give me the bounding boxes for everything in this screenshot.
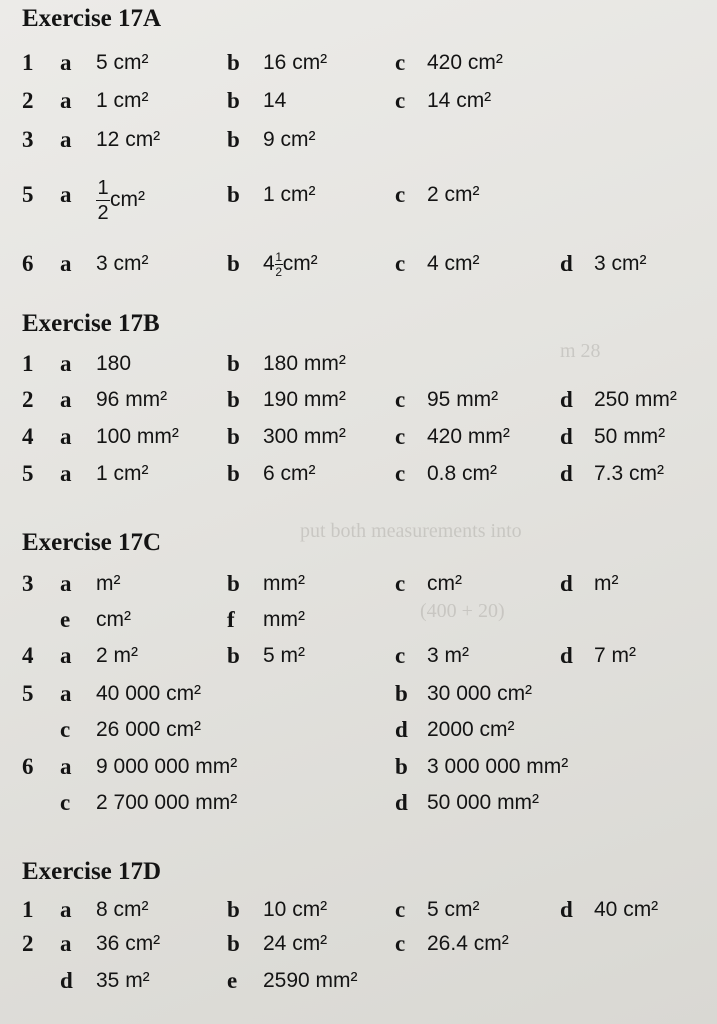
part-letter: c <box>60 790 71 815</box>
question-number: 2 <box>22 387 34 412</box>
fraction-bar <box>96 200 110 201</box>
answer-value: 2000 cm² <box>427 718 515 741</box>
answer-value: 96 mm² <box>96 388 168 411</box>
part-letter: a <box>60 571 72 596</box>
answer-value: 9 000 000 mm² <box>96 755 238 778</box>
answer-row <box>0 383 717 417</box>
fraction-denominator: 2 <box>97 202 109 224</box>
part-letter: a <box>60 351 72 376</box>
question-number: 5 <box>22 681 34 706</box>
part-letter: c <box>60 717 71 742</box>
part-letter: b <box>227 387 240 412</box>
answer-value: 3 m² <box>427 644 469 667</box>
answer-row <box>0 893 717 927</box>
answer-unit: cm² <box>282 252 318 275</box>
answer-value: 190 mm² <box>263 388 346 411</box>
answer-value: 6 cm² <box>263 462 316 485</box>
answer-value: 3 cm² <box>96 252 149 275</box>
answer-row <box>0 639 717 673</box>
answer-row <box>0 457 717 491</box>
fraction-numerator: 1 <box>275 249 283 264</box>
answer-value: 8 cm² <box>96 898 149 921</box>
answer-value: m² <box>594 572 619 595</box>
answer-value: 40 000 cm² <box>96 682 202 705</box>
bleed-through-decoration: put both measurements into <box>300 520 522 542</box>
part-letter: b <box>227 351 240 376</box>
answer-value: 2590 mm² <box>263 969 358 992</box>
answer-row <box>0 177 717 224</box>
exercise-heading: Exercise 17B <box>22 310 160 337</box>
answer-value: 100 mm² <box>96 425 179 448</box>
part-letter: c <box>395 424 406 449</box>
part-letter: c <box>395 88 406 113</box>
part-letter: b <box>227 88 240 113</box>
answer-value: 26 000 cm² <box>96 718 202 741</box>
answer-value: 40 cm² <box>594 898 659 921</box>
answer-value: 12 cm² <box>96 128 161 151</box>
part-letter: b <box>227 182 240 207</box>
part-letter: a <box>60 643 72 668</box>
answer-value: 4 cm² <box>427 252 480 275</box>
answer-value: m² <box>96 572 121 595</box>
part-letter: d <box>560 461 573 486</box>
answer-row <box>0 84 717 118</box>
part-letter: b <box>227 461 240 486</box>
answer-value: 180 <box>96 352 132 375</box>
part-letter: d <box>560 424 573 449</box>
answer-value: 95 mm² <box>427 388 499 411</box>
part-letter: c <box>395 251 406 276</box>
answer-row <box>0 123 717 157</box>
part-letter: b <box>227 127 240 152</box>
part-letter: a <box>60 127 72 152</box>
answer-value: 30 000 cm² <box>427 682 533 705</box>
answer-value: 300 mm² <box>263 425 346 448</box>
question-number: 1 <box>22 897 34 922</box>
answer-row <box>0 247 717 281</box>
answer-value: 16 cm² <box>263 51 328 74</box>
answer-value: 26.4 cm² <box>427 932 509 955</box>
fraction-denominator: 2 <box>275 264 283 279</box>
answer-value: 36 cm² <box>96 932 161 955</box>
answer-value <box>96 178 145 223</box>
answer-value: 3 000 000 mm² <box>427 755 569 778</box>
answer-row <box>0 964 717 998</box>
answer-value: 14 <box>263 89 287 112</box>
question-number: 2 <box>22 88 34 113</box>
exercise-heading: Exercise 17C <box>22 529 162 556</box>
part-letter: c <box>395 50 406 75</box>
fraction-numerator: 1 <box>97 177 109 199</box>
part-letter: f <box>227 607 235 632</box>
part-letter: b <box>395 754 408 779</box>
answer-row <box>0 677 717 711</box>
part-letter: d <box>560 387 573 412</box>
answer-value: 7 m² <box>594 644 636 667</box>
part-letter: d <box>560 251 573 276</box>
answer-row <box>0 46 717 80</box>
bleed-through-decoration: m 28 <box>560 340 601 362</box>
answer-value: 1 cm² <box>263 183 316 206</box>
part-letter: a <box>60 88 72 113</box>
question-number: 4 <box>22 643 34 668</box>
part-letter: e <box>227 968 238 993</box>
answer-row <box>0 420 717 454</box>
answer-unit: cm² <box>110 188 145 212</box>
question-number: 1 <box>22 50 34 75</box>
exercise-heading: Exercise 17A <box>22 5 162 32</box>
answer-value: 14 cm² <box>427 89 492 112</box>
part-letter: b <box>395 681 408 706</box>
answer-value: 50 000 mm² <box>427 791 540 814</box>
part-letter: e <box>60 607 71 632</box>
part-letter: d <box>560 897 573 922</box>
part-letter: a <box>60 461 72 486</box>
answer-value: 5 m² <box>263 644 305 667</box>
question-number: 5 <box>22 461 34 486</box>
part-letter: d <box>560 571 573 596</box>
answer-value: 9 cm² <box>263 128 316 151</box>
answer-value <box>263 247 318 281</box>
answer-value: 5 cm² <box>427 898 480 921</box>
bleed-through-decoration: (400 + 20) <box>420 600 505 622</box>
part-letter: a <box>60 387 72 412</box>
answer-value: 180 mm² <box>263 352 346 375</box>
part-letter: b <box>227 424 240 449</box>
part-letter: d <box>395 717 408 742</box>
answer-value: 250 mm² <box>594 388 677 411</box>
question-number: 4 <box>22 424 34 449</box>
question-number: 6 <box>22 251 34 276</box>
answer-row <box>0 603 717 637</box>
question-number: 5 <box>22 182 34 207</box>
answer-row <box>0 786 717 820</box>
answer-value: 1 cm² <box>96 89 149 112</box>
fraction <box>275 251 283 278</box>
part-letter: c <box>395 931 406 956</box>
answer-value: 24 cm² <box>263 932 328 955</box>
question-number: 1 <box>22 351 34 376</box>
part-letter: b <box>227 931 240 956</box>
answer-row <box>0 750 717 784</box>
answer-row <box>0 567 717 601</box>
answer-row <box>0 347 717 381</box>
question-number: 3 <box>22 571 34 596</box>
answer-value: 2 700 000 mm² <box>96 791 238 814</box>
part-letter: a <box>60 931 72 956</box>
answer-value: 2 m² <box>96 644 138 667</box>
answer-value: 3 cm² <box>594 252 647 275</box>
answer-row <box>0 927 717 961</box>
part-letter: a <box>60 681 72 706</box>
answer-value: 420 mm² <box>427 425 510 448</box>
part-letter: c <box>395 387 406 412</box>
part-letter: b <box>227 571 240 596</box>
answer-value: 35 m² <box>96 969 150 992</box>
part-letter: b <box>227 251 240 276</box>
answer-value: 1 cm² <box>96 462 149 485</box>
exercise-heading: Exercise 17D <box>22 858 162 885</box>
answer-value: cm² <box>427 572 462 595</box>
part-letter: a <box>60 754 72 779</box>
part-letter: c <box>395 571 406 596</box>
question-number: 2 <box>22 931 34 956</box>
answer-value: 5 cm² <box>96 51 149 74</box>
part-letter: a <box>60 424 72 449</box>
part-letter: d <box>560 643 573 668</box>
part-letter: a <box>60 897 72 922</box>
part-letter: b <box>227 50 240 75</box>
answer-value: 50 mm² <box>594 425 666 448</box>
question-number: 6 <box>22 754 34 779</box>
part-letter: b <box>227 643 240 668</box>
mixed-whole: 4 <box>263 252 275 275</box>
part-letter: a <box>60 251 72 276</box>
part-letter: d <box>395 790 408 815</box>
answer-value: 420 cm² <box>427 51 503 74</box>
answer-value: mm² <box>263 608 305 631</box>
question-number: 3 <box>22 127 34 152</box>
part-letter: a <box>60 50 72 75</box>
answer-value: 2 cm² <box>427 183 480 206</box>
part-letter: c <box>395 643 406 668</box>
part-letter: a <box>60 182 72 207</box>
part-letter: d <box>60 968 73 993</box>
answer-value: cm² <box>96 608 131 631</box>
part-letter: c <box>395 182 406 207</box>
part-letter: c <box>395 897 406 922</box>
fraction <box>96 178 110 223</box>
answer-value: 0.8 cm² <box>427 462 498 485</box>
part-letter: c <box>395 461 406 486</box>
part-letter: b <box>227 897 240 922</box>
answer-value: 10 cm² <box>263 898 328 921</box>
answer-value: 7.3 cm² <box>594 462 665 485</box>
answer-value: mm² <box>263 572 305 595</box>
answer-row <box>0 713 717 747</box>
